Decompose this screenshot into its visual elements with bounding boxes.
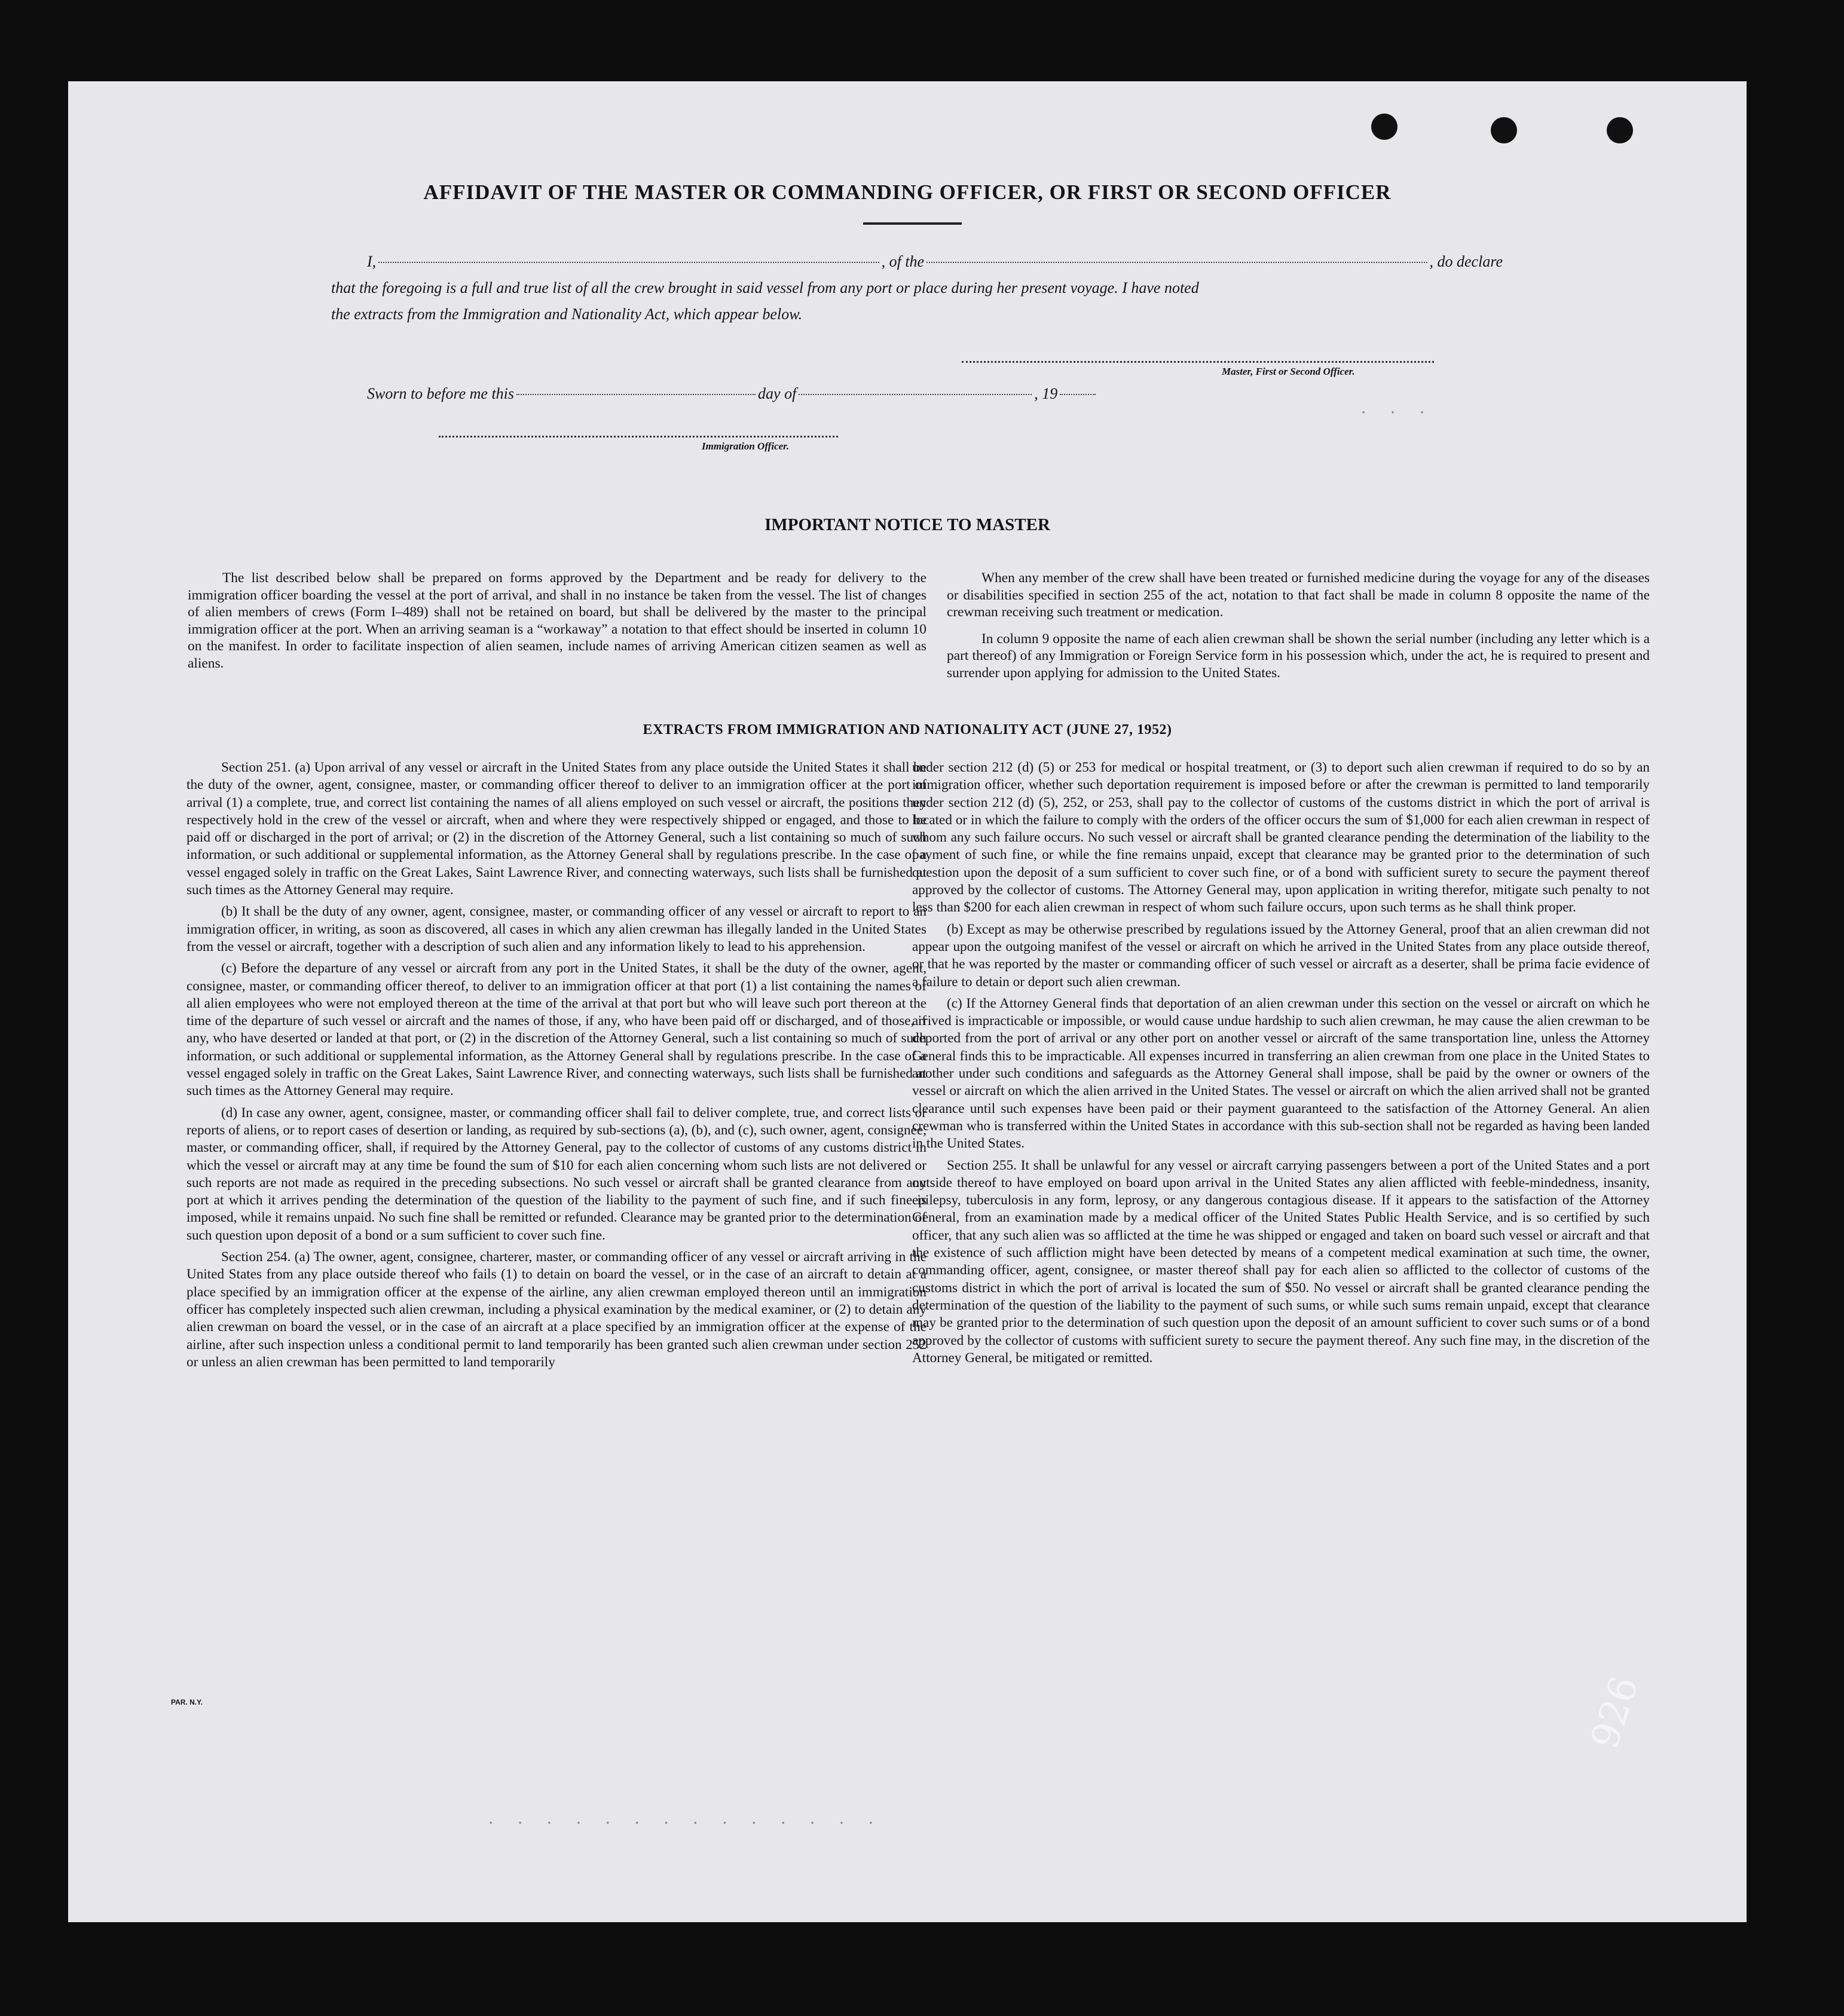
declaration-line-1 <box>331 249 1503 275</box>
act-section-paragraph: Section 251. (a) Upon arrival of any vessel or aircraft in the United States from any place outside the United States it shall be the duty of the owner, agent, consignee, master, or commanding officer thereof to deliver to an immigration officer at the port of arrival (1) a complete, true, and correct list containing the names of all aliens employed on such vessel or aircraft, the positions they respectively hold in the crew of the vessel or aircraft, when and where they were respectively shipped or engaged, and those to be paid off or discharged in the port of arrival; or (2) in the discretion of the Attorney General, such a list containing so much of such information, or such additional or supplemental information, as the Attorney General shall by regulations prescribe. In the case of a vessel engaged solely in traffic on the Great Lakes, Saint Lawrence River, and connecting waterways, such lists shall be furnished at such times as the Attorney General may require. <box>186 760 926 898</box>
vessel-name-field[interactable] <box>926 262 1427 263</box>
notice-paragraph: In column 9 opposite the name of each alien crewman shall be shown the serial number (including any letter which is a part thereof) of any Immigration or Foreign Service form in his possession which, under the act, he is required to present and surrender upon applying for admission to the United States. <box>947 631 1650 681</box>
bleed-through-marks: · · · <box>1359 404 1433 421</box>
act-section-paragraph: (b) It shall be the duty of any owner, agent, consignee, master, or commanding officer of any vessel or aircraft to report to an immigration officer, in writing, as soon as discovered, all cases in which any alien crewman has illegally landed in the United States from the vessel or aircraft, together with a description of such alien and any information likely to lead to his apprehension. <box>186 904 926 955</box>
extracts-right-column <box>912 759 1650 1367</box>
signature-label: Master, First or Second Officer. <box>1222 366 1355 377</box>
sworn-line <box>367 385 1204 403</box>
bleed-through-marks: · · · · · · · · · · · · · · <box>487 1815 882 1831</box>
handwritten-page-number: 926 <box>1583 1671 1648 1754</box>
sworn-prefix: Sworn to before me this <box>367 385 515 402</box>
notice-paragraph: When any member of the crew shall have been treated or furnished medicine during the voyage for any of the diseases or disabilities specified in section 255 of the act, notation to that fact shall be made in column 8 opposite the name of the crewman receiving such treatment or medication. <box>947 570 1650 620</box>
declaration-line-2: that the foregoing is a full and true list of all the crew brought in said vessel from any port or place during her present voyage. I have noted <box>331 279 1199 296</box>
sworn-day-field[interactable] <box>516 394 756 395</box>
i-label: I, <box>367 253 377 270</box>
act-section-paragraph: (c) If the Attorney General finds that deportation of an alien crewman under this section on the vessel or aircraft on which he arrived is impracticable or impossible, or would cause undue hardship to such alien crewman, he may cause the alien crewman to be deported from the port of arrival or any other port on another vessel or aircraft of the same transportation line, unless the Attorney General finds this to be impracticable. All expenses incurred in transferring an alien crewman from one place in the United States to another under such conditions and safeguards as the Attorney General shall impose, shall be paid by the owner or owners of the vessel or aircraft on which the alien arrived in the United States. The vessel or aircraft on which the alien arrived shall not be granted clearance until such expenses have been paid or their payment guaranteed to the satisfaction of the Attorney General. An alien crewman who is transferred within the United States in accordance with this sub-section shall not be regarded as having been landed in the United States. <box>912 995 1650 1152</box>
notice-paragraph: The list described below shall be prepared on forms approved by the Department and be ready for delivery to the immigration officer boarding the vessel at the port of arrival, and shall in no instance be taken from the vessel. The list of changes of alien members of crews (Form I–489) shall not be retained on board, but shall be delivered by the master to the principal immigration officer at the port. When an arriving seaman is a “workaway” a notation to that effect should be inserted in column 10 on the manifest. In order to facilitate inspection of alien seamen, include names of arriving American citizen seamen as well as aliens. <box>188 570 926 671</box>
extracts-heading: EXTRACTS FROM IMMIGRATION AND NATIONALITY ACT (JUNE 27, 1952) <box>643 722 1172 738</box>
punch-hole <box>1491 117 1517 143</box>
affidavit-title: AFFIDAVIT OF THE MASTER OR COMMANDING OFFICER, OR FIRST OR SECOND OFFICER <box>423 181 1392 204</box>
act-section-paragraph: (b) Except as may be otherwise prescribed by regulations issued by the Attorney General, proof that an alien crewman did not appear upon the outgoing manifest of the vessel or aircraft on which he arrived in the United States from any place outside thereof, or that he was reported by the master or commanding officer of such vessel or aircraft as a deserter, shall be prima facie evidence of a failure to detain or deport such alien crewman. <box>912 921 1650 990</box>
act-section-paragraph: Section 254. (a) The owner, agent, consignee, charterer, master, or commanding officer of any vessel or aircraft arriving in the United States from any place outside thereof who fails (1) to detain on board the vessel, or in the case of an aircraft to detain at a place specified by an immigration officer at the expense of the airline, any alien crewman employed thereon until an immigration officer has completely inspected such alien crewman, including a physical examination by the medical examiner, or (2) to detain any alien crewman on board the vessel, or in the case of an aircraft at a place specified by an immigration officer at the expense of the airline, after such inspection unless a conditional permit to land temporarily has been granted such alien crewman under section 252 or unless an alien crewman has been permitted to land temporarily <box>186 1249 926 1370</box>
year-label: , 19 <box>1034 385 1058 402</box>
act-section-paragraph: under section 212 (d) (5) or 253 for medical or hospital treatment, or (3) to deport such alien crewman if required to do so by an immigration officer, whether such deportation requirement is imposed before or after the crewman is permitted to land temporarily under section 212 (d) (5), 252, or 253, shall pay to the collector of customs of the customs district in which the port of arrival is located or in which the failure to comply with the orders of the officer occurs the sum of $1,000 for each alien crewman in respect of whom any such failure occurs. No such vessel or aircraft shall be granted clearance pending the determination of the liability to the payment of such fine, or while the fine remains unpaid, except that clearance may be granted prior to the determination of such question upon the deposit of a sum sufficient to cover such fine, or of a bond with sufficient surety to secure the payment thereof approved by the collector of customs. The Attorney General may, upon application in writing therefor, mitigate such penalty to not less than $200 for each alien crewman in respect of whom such failure occurs, upon such terms as he shall think proper. <box>912 760 1650 916</box>
title-underline <box>863 222 962 225</box>
act-section-paragraph: (c) Before the departure of any vessel or aircraft from any port in the United States, it shall be the duty of the owner, agent, consignee, master, or commanding officer thereof, to deliver to an immigration officer at that port (1) a list containing the names of all alien employees who were not employed thereon at the time of the arrival at that port but who will leave such port thereon at the time of the departure of such vessel or aircraft and the names of those, if any, who have been paid off or discharged, and of those, if any, who have deserted or landed at that port, or (2) in the discretion of the Attorney General, such a list containing so much of such information, or such additional or supplemental information, as the Attorney General shall by regulations prescribe. In the case of a vessel engaged solely in traffic on the Great Lakes, Saint Lawrence River, and connecting waterways, such lists shall be furnished at such times as the Attorney General may require. <box>186 960 926 1099</box>
notice-right-column <box>947 570 1650 682</box>
master-name-field[interactable] <box>378 262 879 263</box>
punch-hole <box>1371 114 1397 140</box>
notice-heading: IMPORTANT NOTICE TO MASTER <box>764 515 1050 534</box>
do-declare-label: , do declare <box>1429 253 1503 270</box>
printer-mark: PAR. N.Y. <box>171 1698 203 1706</box>
immigration-officer-signature-field[interactable] <box>439 436 838 438</box>
day-of-label: day of <box>758 385 797 402</box>
punch-hole <box>1607 117 1633 143</box>
act-section-paragraph: (d) In case any owner, agent, consignee, master, or commanding officer shall fail to deliver complete, true, and correct lists or reports of aliens, or to report cases of desertion or landing, as required by sub-sections (a), (b), and (c), such owner, agent, consignee, master, or commanding officer, shall, if required by the Attorney General, pay to the collector of customs of any customs district in which the vessel or aircraft may at any time be found the sum of $10 for each alien concerning whom such lists are not delivered or such reports are not made as required in the preceding subsections. No such vessel or aircraft shall be granted clearance from any port at which it arrives pending the determination of the question of the liability to the payment of such fine, and if such fine is imposed, while it remains unpaid. No such fine shall be remitted or refunded. Clearance may be granted prior to the determination of such question upon deposit of a bond or a sum sufficient to cover such fine. <box>186 1105 926 1243</box>
master-signature-field[interactable] <box>962 361 1434 363</box>
immigration-officer-label: Immigration Officer. <box>702 440 790 452</box>
sworn-year-field[interactable] <box>1060 394 1096 395</box>
declaration-block <box>331 249 1503 328</box>
act-section-paragraph: Section 255. It shall be unlawful for any vessel or aircraft carrying passengers between a port of the United States and a port outside thereof to have employed on board upon arrival in the United States any alien afflicted with feeble-mindedness, insanity, epilepsy, tuberculosis in any form, leprosy, or any dangerous contagious disease. If it appears to the satisfaction of the Attorney General, from an examination made by a medical officer of the United States Public Health Service, and is so certified by such officer, that any such alien was so afflicted at the time he was shipped or engaged and taken on board such vessel or aircraft and that the existence of such affliction might have been detected by means of a competent medical examination at such time, the owner, commanding officer, agent, consignee, or master thereof shall pay for each alien so afflicted to the collector of customs of the customs district in which the port of arrival is located the sum of $50. No vessel or aircraft shall be granted clearance pending the determination of the question of the liability to the payment of such sums, or while such sums remain unpaid, except that clearance may be granted prior to the determination of such question upon the deposit of an amount sufficient to cover such sums or of a bond approved by the collector of customs with sufficient surety to secure the payment thereof. Any such fine may, in the discretion of the Attorney General, be mitigated or remitted. <box>912 1157 1650 1366</box>
notice-left-column <box>188 570 926 672</box>
extracts-left-column <box>186 759 926 1371</box>
sworn-month-field[interactable] <box>799 394 1032 395</box>
of-the-label: , of the <box>881 253 925 270</box>
document-page <box>68 81 1747 1922</box>
declaration-line-3: the extracts from the Immigration and Nationality Act, which appear below. <box>331 305 803 323</box>
